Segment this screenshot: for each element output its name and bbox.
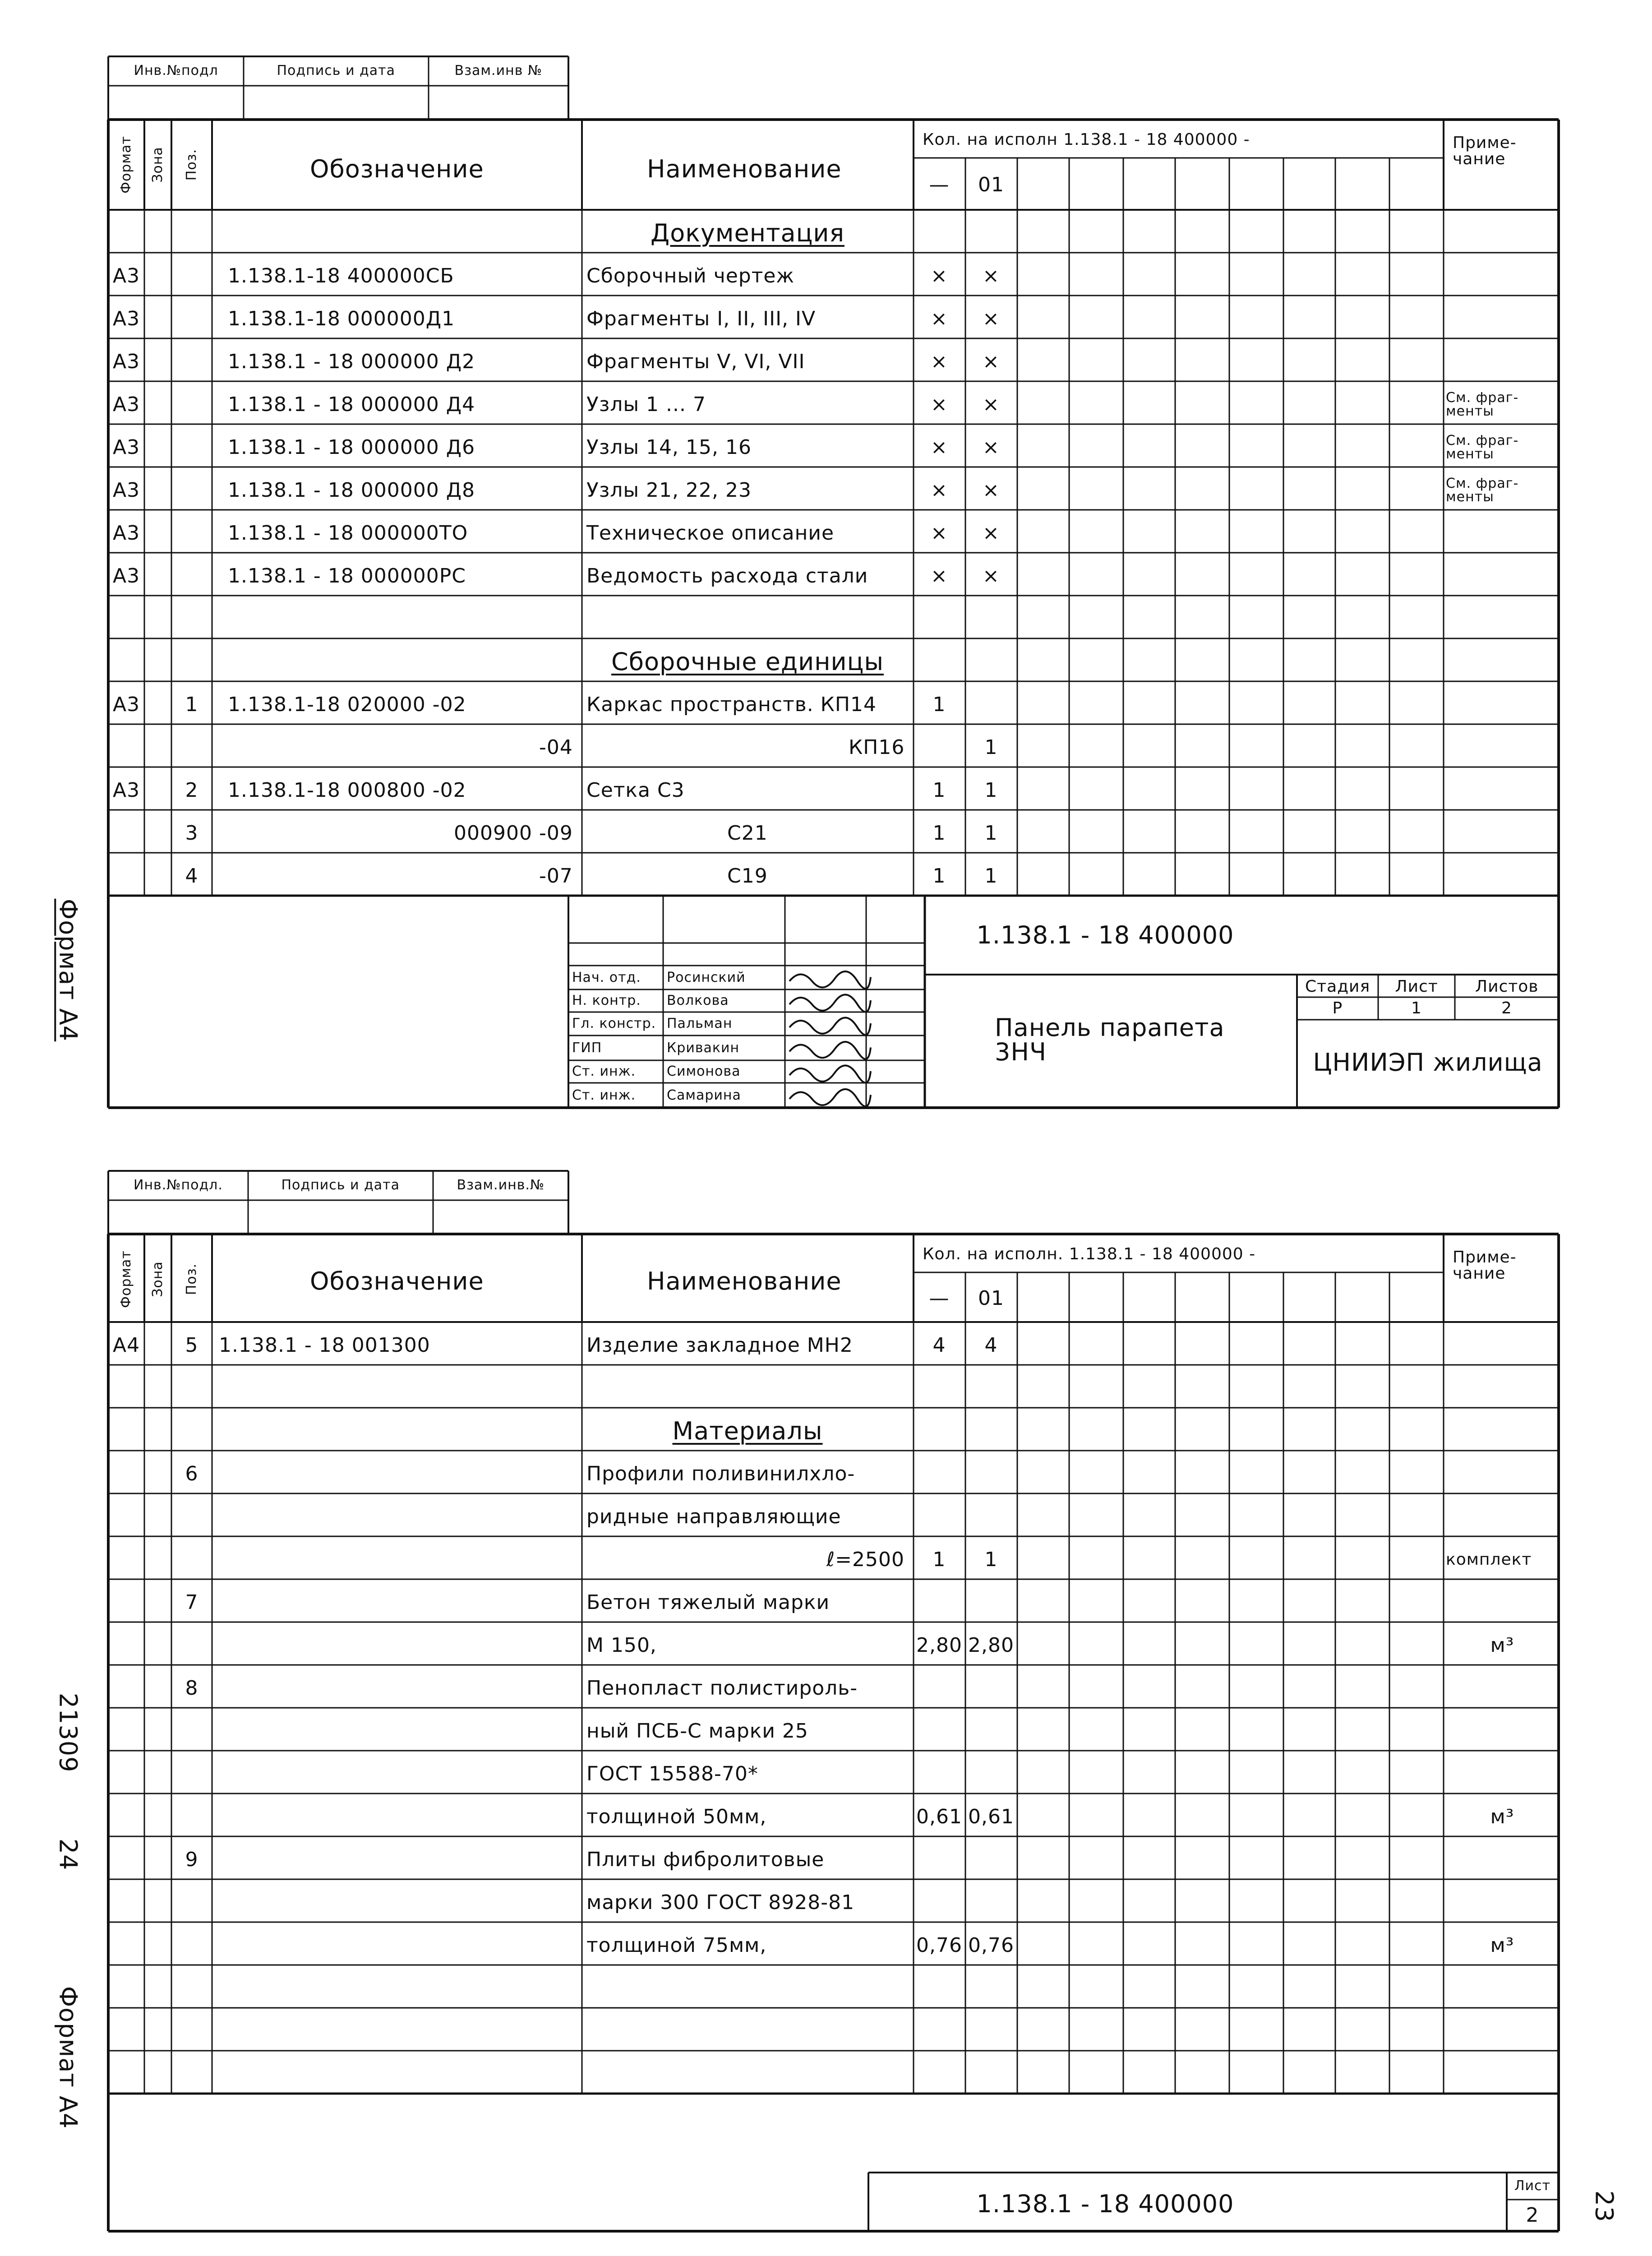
row-qty-b: × bbox=[983, 435, 1000, 459]
row-qty-b: 1 bbox=[984, 1548, 998, 1571]
signer-name: Кривакин bbox=[667, 1040, 740, 1056]
page-number: 23 bbox=[1589, 2190, 1618, 2223]
row-format: А3 bbox=[113, 350, 140, 373]
format-side-label: Формат А4 bbox=[53, 1986, 82, 2129]
row-name: КП16 bbox=[849, 735, 905, 759]
header-name: Наименование bbox=[647, 155, 842, 183]
row-name: Каркас пространств. КП14 bbox=[586, 693, 877, 716]
row-name: С21 bbox=[727, 821, 768, 845]
stage-header: Стадия bbox=[1305, 977, 1371, 996]
row-qty-a: × bbox=[931, 478, 948, 502]
row-designation: 1.138.1 - 18 000000 Д8 bbox=[228, 478, 475, 502]
row-name: Бетон тяжелый марки bbox=[586, 1590, 830, 1614]
organization: ЦНИИЭП жилища bbox=[1313, 1048, 1543, 1077]
row-designation: 1.138.1-18 020000 -02 bbox=[228, 693, 466, 716]
header-exec: — bbox=[929, 173, 950, 196]
row-qty-b: × bbox=[983, 393, 1000, 416]
row-designation: -04 bbox=[539, 735, 573, 759]
row-name: Профили поливинилхло- bbox=[586, 1462, 855, 1485]
row-name: М 150, bbox=[586, 1633, 657, 1657]
signer-name: Самарина bbox=[667, 1087, 741, 1103]
row-format: А3 bbox=[113, 778, 140, 802]
signer-role: Ст. инж. bbox=[572, 1063, 636, 1079]
row-designation: 1.138.1 - 18 000000РС bbox=[228, 564, 466, 587]
row-pos: 1 bbox=[185, 693, 198, 716]
stamp-label: Подпись и дата bbox=[281, 1177, 400, 1193]
row-qty-a: 0,61 bbox=[916, 1805, 962, 1828]
row-qty-a: × bbox=[931, 307, 948, 330]
row-qty-a: 0,76 bbox=[916, 1933, 962, 1957]
row-pos: 8 bbox=[185, 1676, 198, 1700]
row-qty-a: 4 bbox=[932, 1333, 946, 1357]
row-qty-b: 2,80 bbox=[968, 1633, 1014, 1657]
header-pos: Поз. bbox=[184, 148, 200, 181]
row-qty-b: × bbox=[983, 307, 1000, 330]
header-name: Наименование bbox=[647, 1267, 842, 1295]
sheets-header: Листов bbox=[1475, 977, 1539, 996]
signer-name: Симонова bbox=[667, 1063, 741, 1079]
header-zone: Зона bbox=[149, 1261, 166, 1297]
row-format: А3 bbox=[113, 564, 140, 587]
row-name: Техническое описание bbox=[586, 521, 835, 545]
signature bbox=[789, 1065, 871, 1082]
row-format: А3 bbox=[113, 478, 140, 502]
row-name: Фрагменты V, VI, VII bbox=[586, 350, 805, 373]
row-name: ГОСТ 15588-70* bbox=[586, 1762, 758, 1785]
row-designation: 1.138.1 - 18 000000 Д6 bbox=[228, 435, 475, 459]
signer-name: Волкова bbox=[667, 993, 729, 1008]
row-format: А3 bbox=[113, 393, 140, 416]
row-qty-a: × bbox=[931, 264, 948, 287]
row-qty-b: × bbox=[983, 564, 1000, 587]
row-name: Сетка С3 bbox=[586, 778, 685, 802]
row-qty-a: 1 bbox=[932, 1548, 946, 1571]
row-pos: 6 bbox=[185, 1462, 198, 1485]
header-format: Формат bbox=[118, 136, 134, 194]
header-zone: Зона bbox=[149, 147, 166, 183]
row-name: Изделие закладное МН2 bbox=[586, 1333, 853, 1357]
row-qty-a: × bbox=[931, 564, 948, 587]
header-note: Приме- чание bbox=[1453, 134, 1517, 168]
row-name: Ведомость расхода стали bbox=[586, 564, 868, 587]
row-pos: 9 bbox=[185, 1848, 198, 1871]
sheets-value: 2 bbox=[1501, 999, 1512, 1017]
row-name: толщиной 50мм, bbox=[586, 1805, 767, 1828]
header-pos: Поз. bbox=[184, 1263, 200, 1295]
row-pos: 3 bbox=[185, 821, 198, 845]
row-name: Фрагменты I, II, III, IV bbox=[586, 307, 816, 330]
row-unit: м³ bbox=[1490, 1633, 1514, 1657]
header-designation: Обозначение bbox=[310, 155, 484, 183]
row-qty-a: × bbox=[931, 350, 948, 373]
row-format: А3 bbox=[113, 264, 140, 287]
header-qty: Кол. на исполн 1.138.1 - 18 400000 - bbox=[923, 130, 1250, 149]
row-designation: 1.138.1-18 000000Д1 bbox=[228, 307, 455, 330]
doc-code: 1.138.1 - 18 400000 bbox=[976, 2190, 1234, 2218]
sheet-value: 1 bbox=[1411, 999, 1422, 1017]
row-unit: м³ bbox=[1490, 1805, 1514, 1828]
section-heading: Материалы bbox=[672, 1416, 823, 1445]
row-qty-b: 0,61 bbox=[968, 1805, 1014, 1828]
doc-code: 1.138.1 - 18 400000 bbox=[976, 921, 1234, 949]
sheet-value: 2 bbox=[1526, 2204, 1539, 2227]
sheet-header: Лист bbox=[1395, 977, 1438, 996]
row-qty-a: 1 bbox=[932, 821, 946, 845]
row-designation: 1.138.1 - 18 000000ТО bbox=[228, 521, 468, 545]
row-name: Узлы 14, 15, 16 bbox=[586, 435, 752, 459]
row-qty-b: × bbox=[983, 478, 1000, 502]
archive-number: 21309 bbox=[53, 1692, 82, 1773]
header-note: Приме- чание bbox=[1453, 1248, 1517, 1283]
row-qty-b: × bbox=[983, 521, 1000, 545]
signature bbox=[789, 971, 871, 989]
signer-role: ГИП bbox=[572, 1040, 602, 1056]
header-exec: 01 bbox=[978, 173, 1004, 196]
header-format: Формат bbox=[118, 1250, 134, 1308]
stamp-label: Взам.инв.№ bbox=[457, 1177, 545, 1193]
signature bbox=[789, 1042, 871, 1059]
signature bbox=[789, 1089, 871, 1106]
stamp-label: Подпись и дата bbox=[277, 63, 395, 79]
archive-sheet: 24 bbox=[53, 1838, 82, 1871]
row-qty-b: × bbox=[983, 350, 1000, 373]
row-name: С19 bbox=[727, 864, 768, 888]
signer-role: Гл. констр. bbox=[572, 1016, 656, 1031]
row-name: Сборочный чертеж bbox=[586, 264, 795, 287]
row-pos: 7 bbox=[185, 1590, 198, 1614]
row-designation: 1.138.1 - 18 000000 Д4 bbox=[228, 393, 475, 416]
row-name: толщиной 75мм, bbox=[586, 1933, 767, 1957]
row-pos: 5 bbox=[185, 1333, 198, 1357]
signer-role: Ст. инж. bbox=[572, 1087, 636, 1103]
row-qty-b: 0,76 bbox=[968, 1933, 1014, 1957]
row-designation: -07 bbox=[539, 864, 573, 888]
row-name: ℓ=2500 bbox=[826, 1548, 905, 1571]
row-note: См. фраг- менты bbox=[1446, 432, 1519, 462]
stamp-label: Взам.инв № bbox=[454, 63, 543, 79]
row-designation: 1.138.1 - 18 000000 Д2 bbox=[228, 350, 475, 373]
row-format: А3 bbox=[113, 521, 140, 545]
row-pos: 4 bbox=[185, 864, 198, 888]
header-exec: — bbox=[929, 1287, 950, 1310]
signature bbox=[789, 1017, 871, 1035]
row-format: А3 bbox=[113, 435, 140, 459]
signer-name: Пальман bbox=[667, 1016, 733, 1031]
row-format: А3 bbox=[113, 693, 140, 716]
format-side-label: Формат А4 bbox=[53, 898, 82, 1042]
row-name: Узлы 1 ... 7 bbox=[586, 393, 706, 416]
doc-title: Панель парапета 3НЧ bbox=[995, 1013, 1225, 1066]
row-note: См. фраг- менты bbox=[1446, 389, 1519, 419]
sheet-header: Лист bbox=[1514, 2178, 1551, 2194]
row-qty-a: 1 bbox=[932, 778, 946, 802]
row-format: А4 bbox=[113, 1333, 140, 1357]
stamp-label: Инв.№подл bbox=[134, 63, 218, 79]
row-designation: 1.138.1-18 000800 -02 bbox=[228, 778, 466, 802]
row-designation: 000900 -09 bbox=[454, 821, 573, 845]
header-designation: Обозначение bbox=[310, 1267, 484, 1295]
row-qty-a: × bbox=[931, 435, 948, 459]
signature bbox=[789, 994, 871, 1012]
header-exec: 01 bbox=[978, 1287, 1004, 1310]
row-unit: м³ bbox=[1490, 1933, 1514, 1957]
row-qty-a: 2,80 bbox=[916, 1633, 962, 1657]
row-qty-b: 1 bbox=[984, 864, 998, 888]
signer-name: Росинский bbox=[667, 969, 746, 985]
stamp-label: Инв.№подл. bbox=[134, 1177, 223, 1193]
header-qty: Кол. на исполн. 1.138.1 - 18 400000 - bbox=[923, 1245, 1256, 1263]
row-qty-a: × bbox=[931, 393, 948, 416]
row-qty-b: 1 bbox=[984, 735, 998, 759]
stage-value: Р bbox=[1332, 999, 1343, 1017]
section-heading: Сборочные единицы bbox=[611, 647, 884, 676]
row-qty-a: 1 bbox=[932, 864, 946, 888]
row-note: См. фраг- менты bbox=[1446, 475, 1519, 505]
row-pos: 2 bbox=[185, 778, 198, 802]
row-qty-a: 1 bbox=[932, 693, 946, 716]
row-name: ридные направляющие bbox=[586, 1505, 841, 1528]
row-qty-a: × bbox=[931, 521, 948, 545]
row-name: Плиты фибролитовые bbox=[586, 1848, 825, 1871]
row-designation: 1.138.1 - 18 001300 bbox=[219, 1333, 430, 1357]
section-heading: Документация bbox=[651, 218, 844, 247]
row-name: ный ПСБ-С марки 25 bbox=[586, 1719, 808, 1743]
signer-role: Нач. отд. bbox=[572, 969, 641, 985]
row-name: Узлы 21, 22, 23 bbox=[586, 478, 752, 502]
row-format: А3 bbox=[113, 307, 140, 330]
row-note: комплект bbox=[1446, 1550, 1532, 1569]
row-qty-b: 4 bbox=[984, 1333, 998, 1357]
row-qty-b: 1 bbox=[984, 821, 998, 845]
signer-role: Н. контр. bbox=[572, 993, 641, 1008]
row-qty-b: 1 bbox=[984, 778, 998, 802]
row-name: Пенопласт полистироль- bbox=[586, 1676, 858, 1700]
row-qty-b: × bbox=[983, 264, 1000, 287]
row-name: марки 300 ГОСТ 8928-81 bbox=[586, 1891, 855, 1914]
row-designation: 1.138.1-18 400000СБ bbox=[228, 264, 454, 287]
